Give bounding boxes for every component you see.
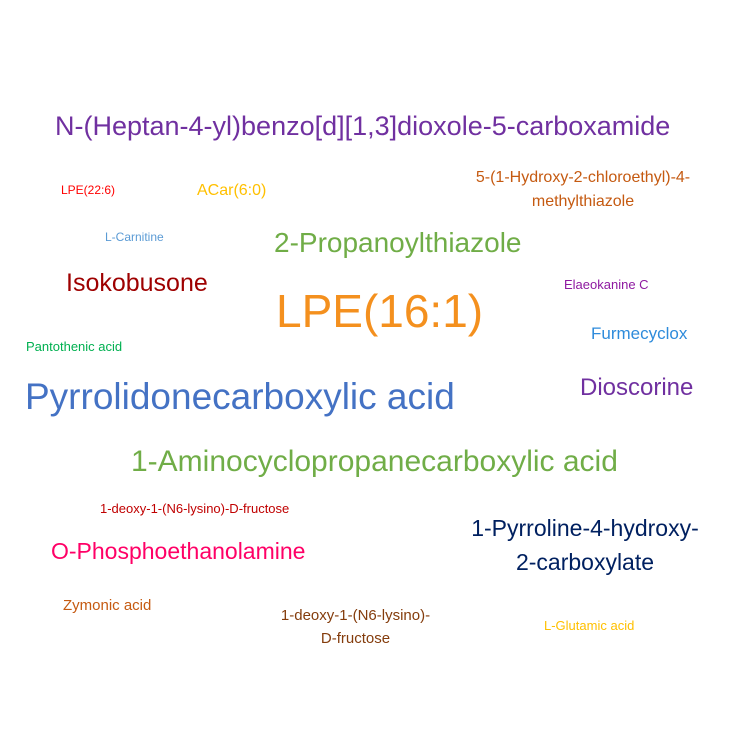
word-l-carnitine: L-Carnitine xyxy=(105,230,164,244)
word-hydroxy-chloroethyl-methylthiazole xyxy=(448,166,718,214)
word-elaeokanine-c: Elaeokanine C xyxy=(564,277,649,292)
word-heptanyl-benzodioxole-carboxamide: N-(Heptan-4-yl)benzo[d][1,3]dioxole-5-carboxamide xyxy=(55,111,671,141)
word-line-1: 1-Pyrroline-4-hydroxy- xyxy=(471,515,699,541)
word-lpe-16-1: LPE(16:1) xyxy=(276,285,484,337)
word-deoxy-lysino-fructose: 1-deoxy-1-(N6-lysino)-D-fructose xyxy=(100,501,290,516)
word-pantothenic-acid: Pantothenic acid xyxy=(26,339,123,354)
word-isokobusone: Isokobusone xyxy=(66,269,208,297)
word-pyrrolidonecarboxylic-acid: Pyrrolidonecarboxylic acid xyxy=(25,376,455,417)
word-o-phosphoethanolamine: O-Phosphoethanolamine xyxy=(51,538,306,564)
word-line-2: 2-carboxylate xyxy=(515,549,655,575)
word-line-1: 1-deoxy-1-(N6-lysino)- xyxy=(280,607,431,624)
word-pyrroline-hydroxy-carboxylate xyxy=(440,511,730,579)
word-lpe-22-6: LPE(22:6) xyxy=(61,183,116,197)
word-zymonic-acid: Zymonic acid xyxy=(63,597,152,614)
word-furmecyclox: Furmecyclox xyxy=(591,324,688,343)
word-deoxy-lysino-fructose-wrapped xyxy=(253,604,458,650)
word-dioscorine: Dioscorine xyxy=(580,374,694,401)
word-line-2: methylthiazole xyxy=(531,193,635,210)
word-l-glutamic-acid: L-Glutamic acid xyxy=(544,618,635,633)
word-propanoylthiazole: 2-Propanoylthiazole xyxy=(274,227,522,258)
word-line-2: D-fructose xyxy=(320,630,391,647)
word-aminocyclopropanecarboxylic-acid: 1-Aminocyclopropanecarboxylic acid xyxy=(131,445,618,478)
word-acar-6-0: ACar(6:0) xyxy=(197,182,267,199)
word-line-1: 5-(1-Hydroxy-2-chloroethyl)-4- xyxy=(475,169,691,186)
